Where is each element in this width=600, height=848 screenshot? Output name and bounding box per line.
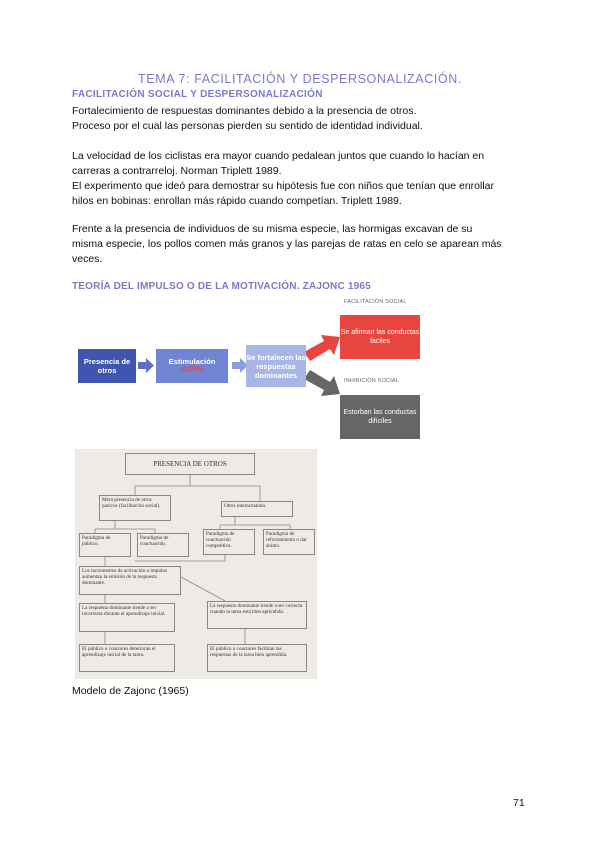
section-heading-zajonc: TEORÍA DEL IMPULSO O DE LA MOTIVACIÓN. ZAJONC 1965 xyxy=(72,281,371,292)
paragraph-line: Proceso por el cual las personas pierden su sentido de identidad individual. xyxy=(72,120,423,132)
paragraph-line: La velocidad de los ciclistas era mayor cuando pedalean juntos que cuando lo hacían en xyxy=(72,150,485,162)
scan-mera-presencia: Mera presencia de otros pasivos (facilitación social). xyxy=(99,495,171,521)
respuestas-dominantes-box: Se fortalecen las respuestas dominantes xyxy=(246,345,306,387)
zajonc-model-figure xyxy=(75,449,317,679)
page-title: TEMA 7: FACILITACIÓN Y DESPERSONALIZACIÓN. xyxy=(138,72,462,86)
scan-otros-interactuando: Otros interactuando. xyxy=(221,501,293,517)
inhibicion-social-label: INHIBICIÓN SOCIAL xyxy=(344,378,400,384)
paragraph-line: Fortalecimiento de respuestas dominantes debido a la presencia de otros. xyxy=(72,105,417,117)
flow-diagram xyxy=(72,295,432,445)
scan-respuesta-incorrecta: La respuesta dominante tiende a ser incorrecta durante el aprendizaje inicial. xyxy=(79,603,175,632)
scan-presencia-de-otros: PRESENCIA DE OTROS xyxy=(125,453,255,475)
scan-publico-deterioran: El público o coactores deterioran el aprendizaje inicial de la tarea. xyxy=(79,644,175,672)
paragraph-line: El experimento que ideó para demostrar su hipótesis fue con niños que tenían que enrollar xyxy=(72,180,495,192)
paragraph-line: carreras a contrarreloj. Norman Triplett 1989. xyxy=(72,165,282,177)
scan-paradigma-publico: Paradigma de público. xyxy=(79,533,131,557)
arrow-up-right-icon xyxy=(304,335,340,361)
presencia-de-otros-box: Presencia de otros xyxy=(78,349,136,383)
section-heading: FACILITACIÓN SOCIAL Y DESPERSONALIZACIÓN xyxy=(72,89,323,100)
scan-respuesta-correcta: La respuesta dominante tiende a ser correcta cuando la tarea está bien aprendida. xyxy=(207,601,307,629)
paragraph-line: misma especie, los pollos comen más granos y las parejas de ratas en celo se aparean más xyxy=(72,238,502,250)
page-number: 71 xyxy=(513,797,525,809)
facilitacion-social-label: FACILITACIÓN SOCIAL xyxy=(344,299,407,305)
scan-paradigma-competitiva: Paradigma de coactuación competitiva. xyxy=(203,529,255,555)
scan-incrementos-activacion: Los incrementos de activación o impulso aumentan la emisión de la respuesta dominante. xyxy=(79,566,181,595)
estimulacion-box: Estimulación ALERTA xyxy=(156,349,228,383)
paragraph-line: Frente a la presencia de individuos de su misma especie, las hormigas excavan de su xyxy=(72,223,473,235)
arrow-right-icon xyxy=(138,358,154,373)
paragraph-line: hilos en bobinas: enrollan más rápido cuando competían. Triplett 1989. xyxy=(72,195,402,207)
figure-caption: Modelo de Zajonc (1965) xyxy=(72,685,189,697)
arrow-down-right-icon xyxy=(304,370,340,396)
alerta-label: ALERTA xyxy=(180,367,204,373)
scan-publico-facilitan: El público o coactores facilitan las respuestas de la tarea bien aprendida. xyxy=(207,644,307,672)
scan-paradigma-reforzamiento: Paradigma de reforzamiento o dar ánimo. xyxy=(263,529,315,555)
conductas-dificiles-box: Estorban las conductas difíciles xyxy=(340,395,420,439)
scan-paradigma-coactuacion: Paradigma de coactuación. xyxy=(137,533,189,557)
conductas-faciles-box: Se afirman las conductas fáciles xyxy=(340,315,420,359)
paragraph-line: veces. xyxy=(72,253,103,265)
